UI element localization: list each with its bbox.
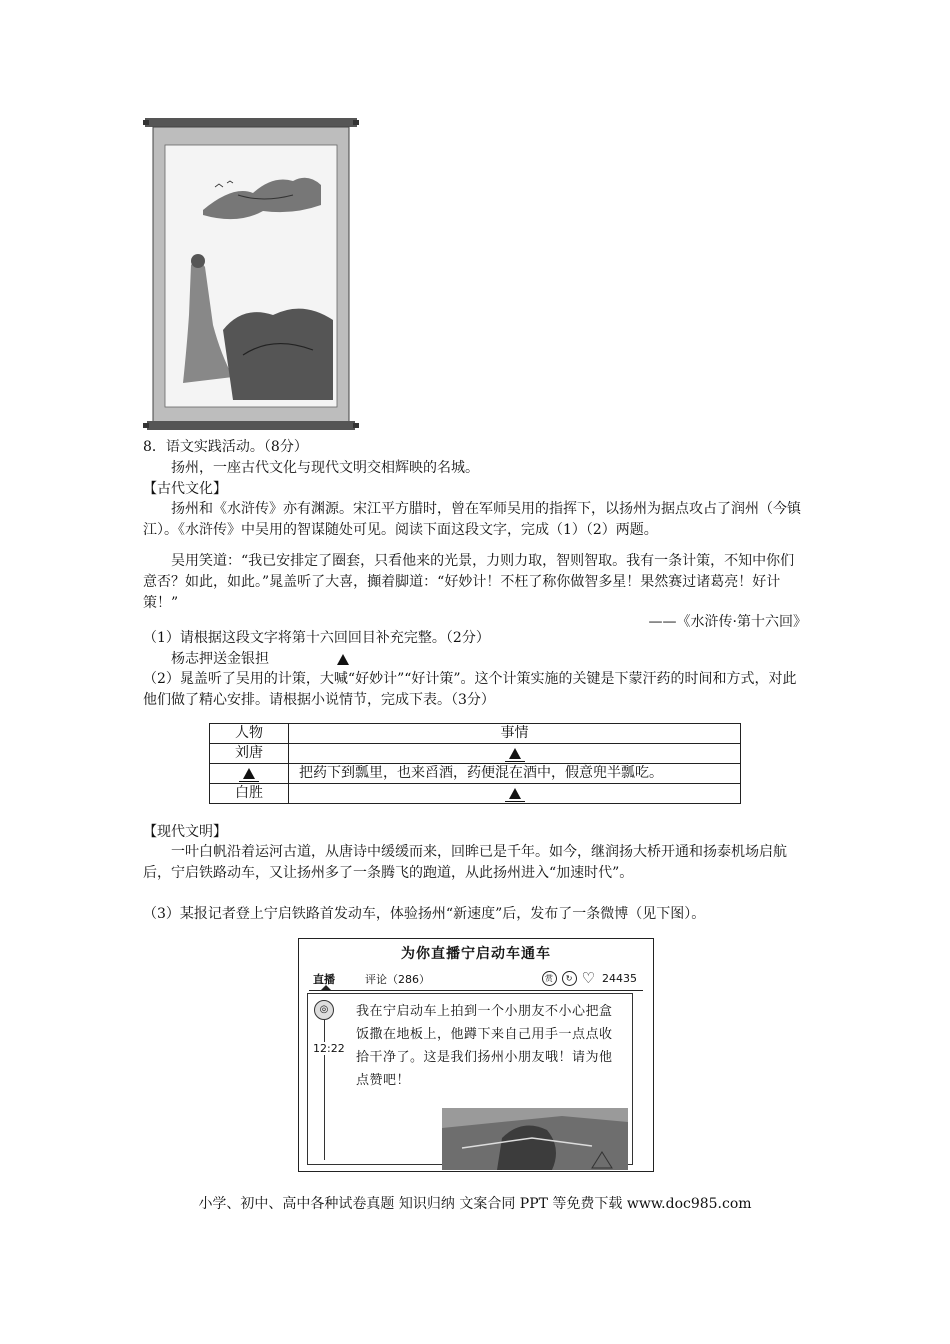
tab-comment[interactable]: 评论（286）	[365, 973, 430, 986]
ancient-quote: 吴用笑道：“我已安排定了圈套，只看他来的光景，力则力取，智则智取。我有一条计策，不知中你们意否？如此，如此。”晁盖听了大喜，攧着脚道：“好妙计！不枉了称你做智多星！果然赛过诸葛亮！好计策！”	[143, 553, 795, 611]
tab-divider	[309, 990, 643, 991]
question-title: 8．语文实践活动。（8分）	[143, 439, 308, 455]
modern-paragraph: 一叶白帆沿着运河古道，从唐诗中缓缓而来，回眸已是千年。如今，继润扬大桥开通和扬泰机场启航后，宁启铁路动车，又让扬州多了一条腾飞的跑道，从此扬州进入“加速时代”。	[143, 844, 787, 881]
share-icon[interactable]: ↻	[562, 971, 577, 986]
triangle-icon	[337, 654, 349, 665]
timeline-line	[324, 1020, 325, 1160]
scroll-top-rod	[145, 118, 357, 127]
post-time: 12:22	[313, 1042, 345, 1055]
weibo-title: 为你直播宁启动车通车	[401, 946, 551, 962]
footer-text: 小学、初中、高中各种试卷真题 知识归纳 文案合同 PPT 等免费下载 www.doc985.com	[198, 1196, 752, 1212]
question-1: （1）请根据这段文字将第十六回回目补充完整。（2分）	[143, 630, 490, 646]
modern-heading: 【现代文明】	[143, 824, 227, 840]
triangle-icon	[509, 748, 521, 759]
weibo-actions	[542, 969, 637, 987]
row-person: 刘唐	[210, 744, 289, 764]
row-event-blank[interactable]	[289, 744, 741, 764]
heart-icon[interactable]: ♡	[581, 969, 595, 987]
tab-live[interactable]: 直播	[313, 973, 335, 986]
shrub-shape	[223, 309, 333, 400]
scroll-bottom-rod	[147, 421, 355, 430]
header-person: 人物	[210, 724, 289, 744]
question-intro: 扬州，一座古代文化与现代文明交相辉映的名城。	[171, 460, 479, 476]
table-row	[210, 744, 741, 764]
avatar: ◎	[314, 1000, 334, 1020]
like-count: 24435	[602, 971, 637, 985]
weibo-message: 我在宁启动车上拍到一个小朋友不小心把盒饭撒在地板上，他蹲下来自己用手一点点收拾干净了。这是我们扬州小朋友哦！请为他点赞吧！	[356, 1004, 613, 1088]
reward-icon[interactable]: 赏	[542, 971, 557, 986]
row-event: 把药下到瓢里，也来舀酒，药便混在酒中，假意兜半瓢吃。	[289, 764, 741, 784]
triangle-icon	[509, 788, 521, 799]
quote-source: ——《水浒传·第十六回》	[648, 614, 807, 630]
scroll-painting	[143, 115, 359, 433]
ancient-heading: 【古代文化】	[143, 481, 227, 497]
question-3: （3）某报记者登上宁启铁路首发动车，体验扬州“新速度”后，发布了一条微博（见下图）。	[143, 906, 706, 922]
answer-prefix: 杨志押送金银担	[171, 651, 269, 667]
weibo-message-panel	[307, 993, 633, 1165]
row-person: 白胜	[210, 784, 289, 804]
answer-table	[209, 723, 741, 804]
weibo-post-image	[298, 938, 654, 1172]
table-row	[210, 764, 741, 784]
row-event-blank[interactable]	[289, 784, 741, 804]
question-1-answer-line	[143, 649, 807, 670]
table-header-row	[210, 724, 741, 744]
table-row	[210, 784, 741, 804]
answer-blank[interactable]	[309, 649, 349, 670]
ancient-paragraph: 扬州和《水浒传》亦有渊源。宋江平方腊时，曾在军师吴用的指挥下，以扬州为据点攻占了润州（今镇江）。《水浒传》中吴用的智谋随处可见。阅读下面这段文字，完成（1）（2）两题。	[143, 501, 801, 538]
triangle-icon	[243, 768, 255, 779]
row-person-blank[interactable]	[210, 764, 289, 784]
header-event: 事情	[289, 724, 741, 744]
train-photo	[442, 1108, 628, 1170]
question-2: （2）晁盖听了吴用的计策，大喊“好妙计”“好计策”。这个计策实施的关键是下蒙汗药的时间和方式，对此他们做了精心安排。请根据小说情节，完成下表。（3分）	[143, 671, 797, 708]
weibo-tabs	[309, 969, 643, 989]
